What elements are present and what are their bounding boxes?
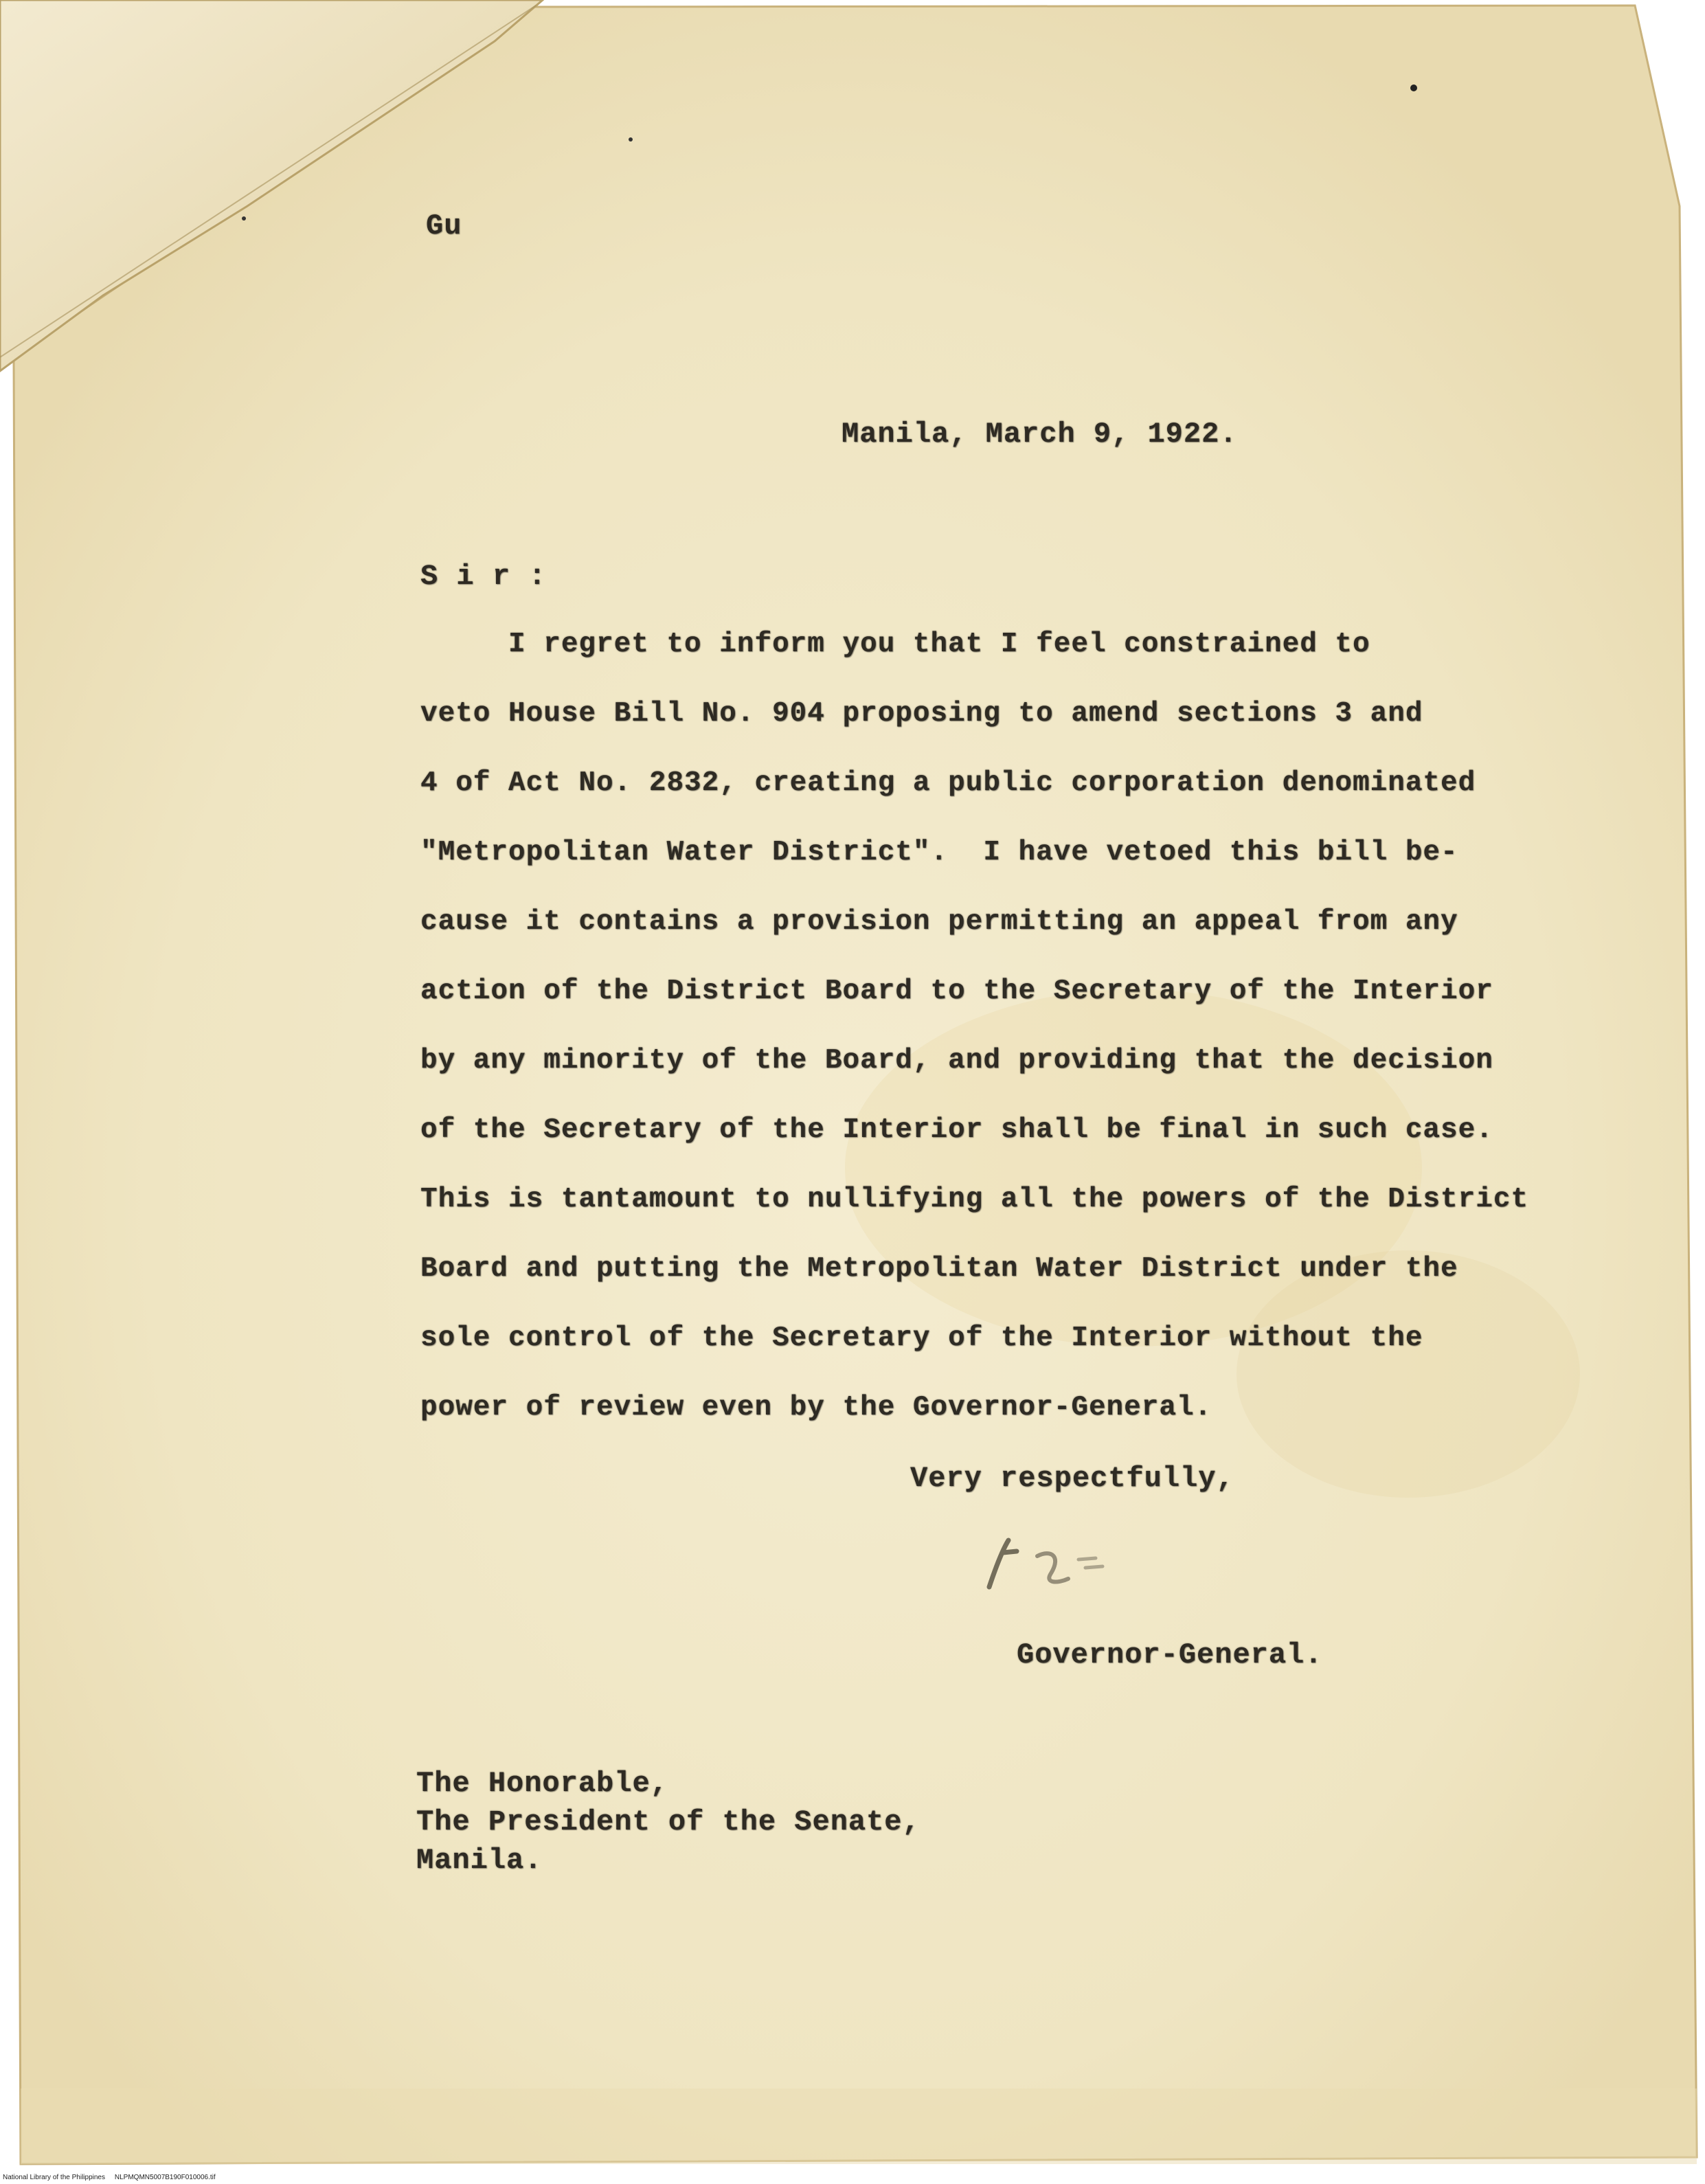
body-line: sole control of the Secretary of the Interior without the <box>420 1322 1423 1354</box>
body-line: I regret to inform you that I feel constrained to <box>420 629 1370 660</box>
archive-label: National Library of the Philippines <box>3 2174 105 2181</box>
body-line: cause it contains a provision permitting an appeal from any <box>420 906 1458 938</box>
body-line: This is tantamount to nullifying all the powers of the District <box>420 1184 1529 1215</box>
closing: Very respectfully, <box>910 1462 1234 1495</box>
body-line: "Metropolitan Water District". I have vetoed this bill be- <box>420 837 1458 868</box>
body-line: power of review even by the Governor-General. <box>420 1392 1212 1423</box>
body-line: veto House Bill No. 904 proposing to amend sections 3 and <box>420 698 1423 730</box>
signature-mark <box>975 1525 1133 1601</box>
addressee-line: The Honorable, <box>416 1767 668 1800</box>
addressee-line: Manila. <box>416 1844 543 1877</box>
body-line: action of the District Board to the Secretary of the Interior <box>420 976 1493 1007</box>
paper-body <box>14 5 1697 2164</box>
archive-footer <box>3 2174 216 2181</box>
body-line: Board and putting the Metropolitan Water District under the <box>420 1253 1458 1285</box>
archive-filename: NLPMQMN5007B190F010006.tif <box>114 2174 216 2181</box>
initials: Gu <box>426 210 462 243</box>
body-line: of the Secretary of the Interior shall be final in such case. <box>420 1114 1493 1146</box>
dateline: Manila, March 9, 1922. <box>842 418 1238 451</box>
addressee-line: The President of the Senate, <box>416 1805 921 1838</box>
body-line: 4 of Act No. 2832, creating a public corporation denominated <box>420 767 1476 799</box>
signatory-title: Governor-General. <box>1017 1639 1323 1671</box>
salutation: S i r : <box>420 560 547 593</box>
body-line: by any minority of the Board, and providing that the decision <box>420 1045 1493 1077</box>
